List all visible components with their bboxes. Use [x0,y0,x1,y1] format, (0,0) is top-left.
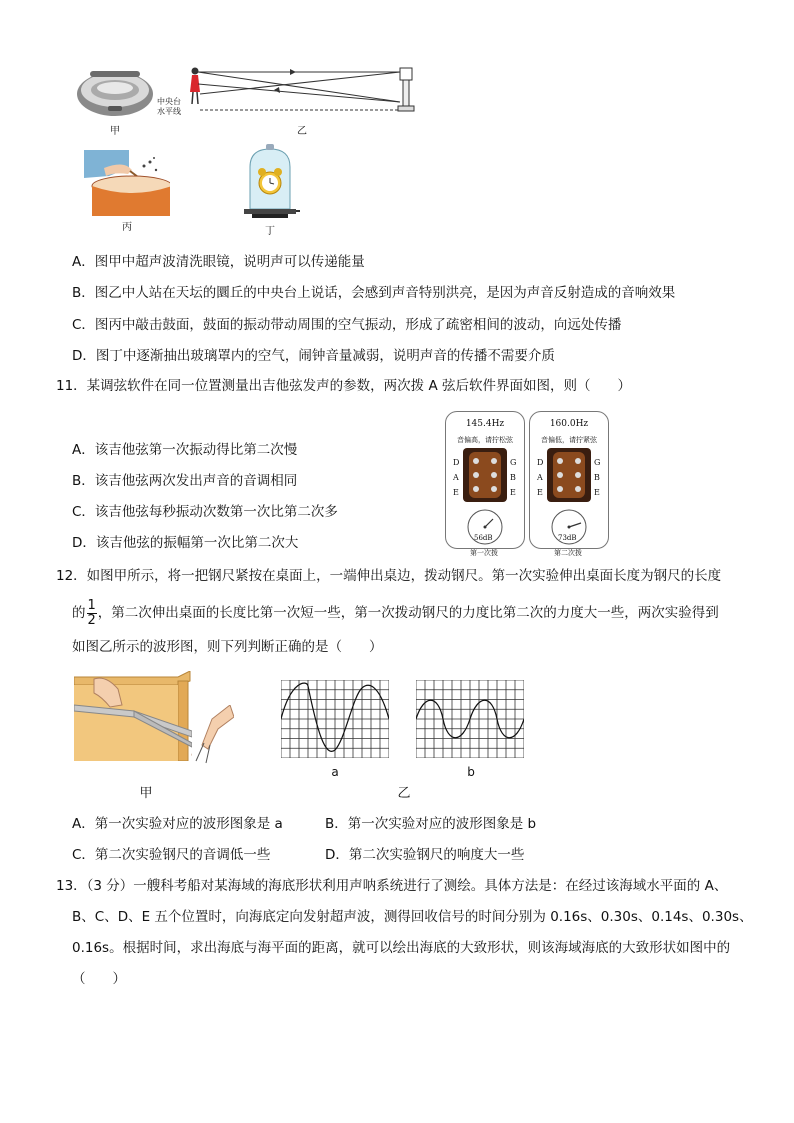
q11-option-d: D．该吉他弦的振幅第一次比第二次大 [72,535,299,551]
q13-stem-line4: （ ） [72,971,126,987]
tuner-caption-second: 第二次拨 [554,549,582,557]
q11-option-b: B．该吉他弦两次发出声音的音调相同 [72,473,298,489]
figure-label-jia-q12: 甲 [139,786,153,801]
figure-label-ding: 丁 [265,226,275,237]
tuner-caption-first: 第一次拨 [470,549,498,557]
q10-option-c: C．图丙中敲击鼓面，鼓面的振动带动周围的空气振动，形成了疏密相间的波动，向远处传播 [72,317,622,333]
q13-stem-line2: B、C、D、E 五个位置时，向海底定向发射超声波，测得回收信号的时间分别为 0.16s、0.30s、0.14s、0.30s、 [72,909,753,925]
ruler-on-table-image [74,671,192,761]
platform-label: 中央台 水平线 [157,97,181,116]
figure-label-bing: 丙 [122,222,132,233]
frequency-readout: 160.0Hz [549,419,589,429]
q11-option-a: A．该吉他弦第一次振动得比第二次慢 [72,442,298,458]
tuning-hint: 音偏高，请拧松弦 [457,436,513,444]
waveform-b [416,680,524,758]
q13-stem-line1: 13．（3 分）一艘科考船对某海域的海底形状利用声呐系统进行了测绘。具体方法是：在经过该海域水平面的 A、 [56,878,728,894]
q12-stem-line1: 12．如图甲所示，将一把钢尺紧按在桌面上，一端伸出桌边，拨动钢尺。第一次实验伸出桌面长度为钢尺的长度 [56,568,722,584]
waveform-b-label: b [467,765,475,779]
q10-option-d: D．图丁中逐渐抽出玻璃罩内的空气，闹钟音量减弱，说明声音的传播不需要介质 [72,348,555,364]
ultrasonic-cleaner-image [70,62,160,122]
q10-option-a: A．图甲中超声波清洗眼镜，说明声可以传递能量 [72,254,365,270]
q11-stem: 11．某调弦软件在同一位置测量出吉他弦发声的参数，两次拨 A 弦后软件界面如图，则（ ） [56,378,631,394]
tuner-screen-second: 160.0Hz 音偏低，请拧紧弦 D A E G B E 73dB [529,411,609,549]
figure-label-jia: 甲 [110,126,120,137]
waveform-a-label: a [331,765,339,779]
waveform-a [281,680,389,758]
bell-jar-clock-image [240,143,300,221]
decibel-readout: 56dB [474,534,493,542]
guitar-headstock-icon [463,448,507,502]
tuner-screen-first: 145.4Hz 音偏高，请拧松弦 D A E G B E 56dB [445,411,525,549]
q12-option-c: C．第二次实验钢尺的音调低一些 [72,847,271,863]
q10-option-b: B．图乙中人站在天坛的圜丘的中央台上说话，会感到声音特别洪亮，是因为声音反射造成的音响效果 [72,285,676,301]
echo-platform-diagram [160,64,420,120]
drum-image [84,150,170,216]
q11-option-c: C．该吉他弦每秒振动次数第一次比第二次多 [72,504,338,520]
figure-label-yi: 乙 [297,126,307,137]
decibel-readout: 73dB [558,534,577,542]
frequency-readout: 145.4Hz [465,419,505,429]
q12-option-b: B．第一次实验对应的波形图象是 b [325,816,537,832]
q13-stem-line3: 0.16s。根据时间，求出海底与海平面的距离，就可以绘出海底的大致形状，则该海域海底的大致形状如图中的 [72,940,731,956]
q12-option-d: D．第二次实验钢尺的响度大一些 [325,847,525,863]
q12-option-a: A．第一次实验对应的波形图象是 a [72,816,283,832]
guitar-headstock-icon [547,448,591,502]
tuning-hint: 音偏低，请拧紧弦 [541,436,597,444]
fraction-one-half: $\frac{1}{2}$ [87,597,96,628]
q12-stem-line3: 如图乙所示的波形图，则下列判断正确的是（ ） [72,639,383,655]
figure-label-yi-q12: 乙 [397,786,411,801]
q12-stem-line2: 的 $\frac{1}{2}$ ，第二次伸出桌面的长度比第一次短一些，第一次拨动钢尺的力度比第二次的力度大一些，两次实验得到 [72,597,719,628]
hand-plucking-image [190,705,234,765]
